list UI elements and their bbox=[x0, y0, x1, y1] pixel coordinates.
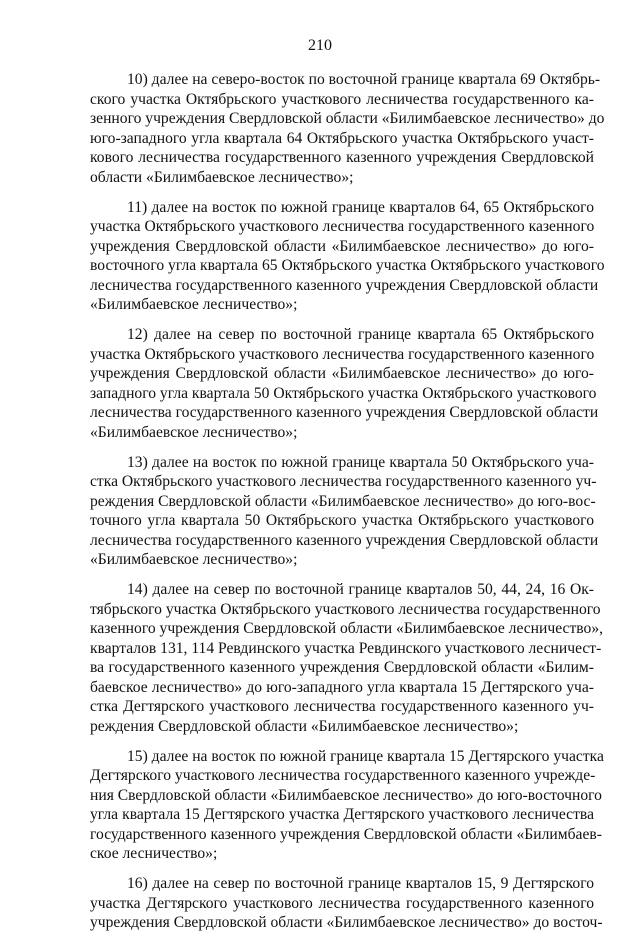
paragraph-line: «Билимбаевское лесничество»; bbox=[90, 423, 298, 441]
paragraph-line: учреждения Свердловской области «Билимбаевское лесничество» до восточ- bbox=[90, 914, 603, 931]
paragraph-line: ского участка Октябрьского участкового лесничества государственного ка- bbox=[90, 90, 594, 108]
paragraph-line: 14) далее на север по восточной границе кварталов 50, 44, 24, 16 Ок- bbox=[127, 581, 594, 598]
paragraph-item-13 bbox=[90, 453, 599, 570]
paragraph-line: реждения Свердловской области «Билимбаевское лесничество» до юго-вос- bbox=[90, 492, 596, 510]
paragraph-line: лесничества государственного казенного учреждения Свердловской области bbox=[90, 404, 599, 421]
paragraph-line: тябрьского участка Октябрьского участкового лесничества государственного bbox=[90, 600, 601, 618]
paragraph-line: зенного учреждения Свердловской области «Билимбаевское лесничество» до bbox=[90, 110, 605, 127]
paragraph-line: «Билимбаевское лесничество»; bbox=[90, 551, 298, 568]
paragraph-line: 12) далее на север по восточной границе квартала 65 Октябрьского bbox=[127, 326, 594, 343]
paragraph-line: участка Октябрьского участкового лесничества государственного казенного bbox=[90, 218, 595, 235]
paragraph-item-10 bbox=[90, 70, 605, 187]
paragraph-line: 15) далее на восток по южной границе квартала 15 Дегтярского участка bbox=[127, 747, 604, 765]
paragraph-line: баевское лесничество» до юго-западного угла квартала 15 Дегтярского уча- bbox=[90, 678, 594, 696]
paragraph-line: участка Октябрьского участкового лесничества государственного казенного bbox=[90, 345, 595, 363]
paragraph-line: государственного казенного учреждения Свердловской области «Билимбаев- bbox=[90, 825, 602, 843]
document-body bbox=[90, 70, 605, 943]
paragraph-line: лесничества государственного казенного учреждения Свердловской области bbox=[90, 531, 599, 549]
paragraph-line: учреждения Свердловской области «Билимбаевское лесничество» до юго- bbox=[90, 237, 594, 255]
paragraph-line: 10) далее на северо-восток по восточной границе квартала 69 Октябрь- bbox=[127, 71, 601, 88]
paragraph-line: кового лесничества государственного казенного учреждения Свердловской bbox=[90, 149, 594, 166]
paragraph-line: 11) далее на восток по южной границе кварталов 64, 65 Октябрьского bbox=[127, 198, 594, 216]
paragraph-line: стка Дегтярского участкового лесничества государственного казенного уч- bbox=[90, 698, 594, 715]
paragraph-item-12 bbox=[90, 325, 599, 442]
paragraph-line: участка Дегтярского участкового лесничества государственного казенного bbox=[90, 894, 594, 912]
paragraph-line: 13) далее на восток по южной границе квартала 50 Октябрьского уча- bbox=[127, 453, 594, 471]
paragraph-line: 16) далее на север по восточной границе кварталов 15, 9 Дегтярского bbox=[127, 875, 594, 892]
paragraph-item-15 bbox=[90, 747, 604, 864]
paragraph-line: стка Октябрьского участкового лесничества государственного казенного уч- bbox=[90, 473, 597, 490]
paragraph-line: точного угла квартала 50 Октябрьского участка Октябрьского участкового bbox=[90, 512, 594, 529]
paragraph-line: казенного учреждения Свердловской области «Билимбаевское лесничество», bbox=[90, 620, 604, 637]
paragraph-line: реждения Свердловской области «Билимбаевское лесничество»; bbox=[90, 717, 519, 735]
paragraph-line: западного угла квартала 50 Октябрьского участка Октябрьского участкового bbox=[90, 384, 597, 402]
paragraph-line: Дегтярского участкового лесничества государственного казенного учрежде- bbox=[90, 767, 596, 784]
paragraph-item-16 bbox=[90, 874, 603, 933]
paragraph-line: лесничества государственного казенного учреждения Свердловской области bbox=[90, 276, 599, 294]
paragraph-line: ния Свердловской области «Билимбаевское лесничество» до юго-восточного bbox=[90, 786, 602, 804]
paragraph-line: юго-западного угла квартала 64 Октябрьского участка Октябрьского участ- bbox=[90, 129, 594, 147]
paragraph-line: ва государственного казенного учреждения Свердловской области «Билим- bbox=[90, 659, 594, 676]
paragraph-line: ское лесничество»; bbox=[90, 845, 218, 862]
paragraph-line: области «Билимбаевское лесничество»; bbox=[90, 168, 354, 186]
paragraph-line: учреждения Свердловской области «Билимбаевское лесничество» до юго- bbox=[90, 365, 594, 382]
paragraph-line: «Билимбаевское лесничество»; bbox=[90, 296, 298, 313]
page-number: 210 bbox=[308, 37, 332, 54]
paragraph-line: восточного угла квартала 65 Октябрьского участка Октябрьского участкового bbox=[90, 257, 605, 274]
paragraph-line: угла квартала 15 Дегтярского участка Дегтярского участкового лесничества bbox=[90, 806, 594, 823]
paragraph-item-14 bbox=[90, 580, 604, 736]
paragraph-item-11 bbox=[90, 198, 605, 315]
paragraph-line: кварталов 131, 114 Ревдинского участка Ревдинского участкового лесничест- bbox=[90, 639, 602, 657]
